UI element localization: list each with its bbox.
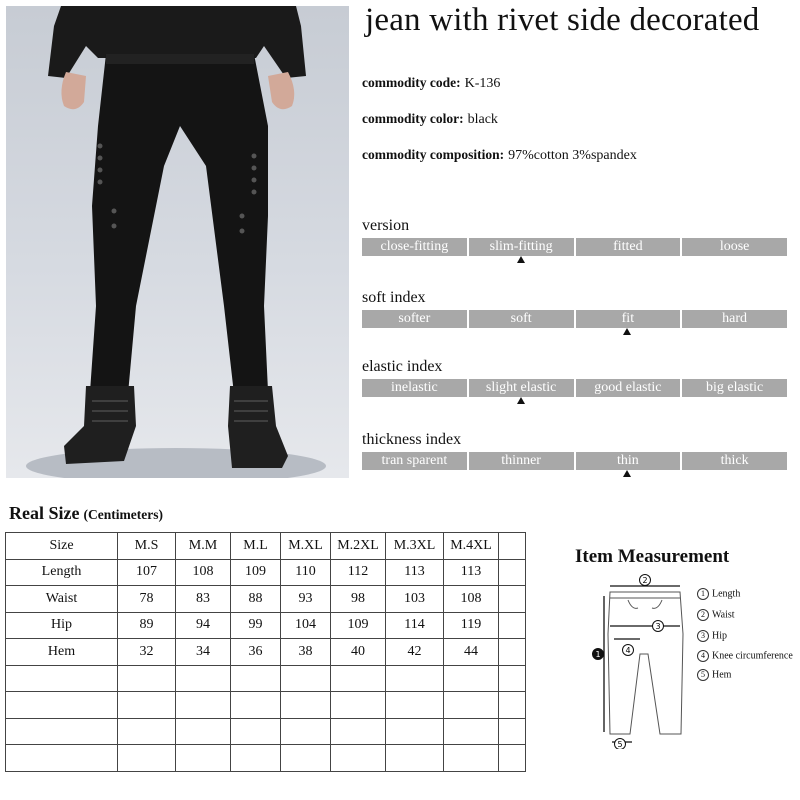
size-table-header-row <box>6 533 526 560</box>
size-table-header-cell: M.S <box>118 533 176 560</box>
size-table-cell <box>499 586 526 613</box>
size-table-cell <box>499 718 526 745</box>
size-table-cell <box>118 665 176 692</box>
size-table-cell: 109 <box>331 612 386 639</box>
diagram-marker-2: 2 <box>642 576 648 585</box>
size-table-cell <box>386 665 444 692</box>
elastic-index-label: elastic index <box>362 358 443 375</box>
elastic-index-option: big elastic <box>682 379 787 397</box>
size-table-cell <box>176 745 231 772</box>
elastic-index-option: good elastic <box>576 379 681 397</box>
size-table-cell: 42 <box>386 639 444 666</box>
version-option: close-fitting <box>362 238 467 256</box>
size-table-cell: Hip <box>6 612 118 639</box>
size-table-cell <box>499 639 526 666</box>
size-table-cell <box>444 718 499 745</box>
size-table-header-cell: M.2XL <box>331 533 386 560</box>
soft-index-scale <box>362 310 787 328</box>
size-table-cell <box>444 665 499 692</box>
size-table-cell <box>386 718 444 745</box>
diagram-marker-3: 3 <box>655 622 661 631</box>
size-table-cell <box>499 612 526 639</box>
legend-item <box>697 669 731 681</box>
size-table-row <box>6 639 526 666</box>
soft-index-option: softer <box>362 310 467 328</box>
size-table-cell: 93 <box>281 586 331 613</box>
real-size-unit: (Centimeters) <box>83 507 163 522</box>
legend-text: Hip <box>712 630 727 642</box>
size-table-cell: 78 <box>118 586 176 613</box>
size-table-cell: 114 <box>386 612 444 639</box>
size-table-cell: 44 <box>444 639 499 666</box>
thickness-index-scale <box>362 452 787 470</box>
size-table-cell <box>499 745 526 772</box>
thickness-index-selected-marker <box>623 470 631 477</box>
version-label: version <box>362 217 410 234</box>
size-table-cell <box>281 718 331 745</box>
commodity-composition-label: commodity composition: <box>362 147 505 162</box>
size-table-row <box>6 612 526 639</box>
soft-index-option: soft <box>469 310 574 328</box>
size-table-cell <box>231 665 281 692</box>
soft-index-selected-marker <box>623 328 631 335</box>
size-table-cell <box>6 692 118 719</box>
version-option: fitted <box>576 238 681 256</box>
size-table-cell <box>6 665 118 692</box>
soft-index-label: soft index <box>362 289 426 306</box>
commodity-code-label: commodity code: <box>362 75 461 90</box>
size-table-row <box>6 718 526 745</box>
size-table-row <box>6 665 526 692</box>
thickness-index-option: thin <box>576 452 681 470</box>
soft-index-option: fit <box>576 310 681 328</box>
legend-number: 5 <box>697 669 709 681</box>
version-selected-marker <box>517 256 525 263</box>
size-table-cell: 107 <box>118 559 176 586</box>
size-table-cell <box>331 692 386 719</box>
size-table-cell <box>231 692 281 719</box>
legend-text: Length <box>712 588 741 600</box>
thickness-index-option: tran sparent <box>362 452 467 470</box>
size-table-cell: 103 <box>386 586 444 613</box>
legend-number: 3 <box>697 630 709 642</box>
size-table-cell: 113 <box>386 559 444 586</box>
product-photo <box>6 6 349 478</box>
legend-item <box>697 630 727 642</box>
size-table-cell: 38 <box>281 639 331 666</box>
soft-index-option: hard <box>682 310 787 328</box>
size-table-cell <box>386 692 444 719</box>
size-table-cell: 113 <box>444 559 499 586</box>
diagram-marker-1: 1 <box>595 650 601 659</box>
size-table-cell: 108 <box>176 559 231 586</box>
size-table-row <box>6 586 526 613</box>
size-table-cell <box>331 665 386 692</box>
legend-item <box>697 588 740 600</box>
size-table-cell <box>331 718 386 745</box>
legend-number: 4 <box>697 650 709 662</box>
size-table-cell: 99 <box>231 612 281 639</box>
commodity-code <box>362 75 500 92</box>
size-table-header-cell: M.4XL <box>444 533 499 560</box>
size-table-cell <box>281 665 331 692</box>
size-table-row <box>6 745 526 772</box>
size-table-cell: 119 <box>444 612 499 639</box>
size-table-cell <box>499 692 526 719</box>
commodity-color <box>362 111 498 128</box>
size-table-cell <box>281 692 331 719</box>
size-table-cell <box>6 745 118 772</box>
size-table-header-cell <box>499 533 526 560</box>
size-table-cell: 98 <box>331 586 386 613</box>
size-table-cell <box>444 692 499 719</box>
size-table-row <box>6 559 526 586</box>
size-table-cell: 104 <box>281 612 331 639</box>
commodity-composition <box>362 147 637 164</box>
pants-measurement-diagram <box>588 574 693 749</box>
elastic-index-scale <box>362 379 787 397</box>
size-table-cell <box>118 718 176 745</box>
size-table-row <box>6 692 526 719</box>
size-table-header-cell: M.XL <box>281 533 331 560</box>
legend-text: Knee circumference <box>712 650 793 662</box>
size-table-cell <box>231 718 281 745</box>
pants-model-illustration <box>6 6 349 478</box>
size-table-cell <box>281 745 331 772</box>
size-table-cell: 94 <box>176 612 231 639</box>
size-table <box>5 532 526 772</box>
commodity-color-label: commodity color: <box>362 111 464 126</box>
real-size-title: Real Size <box>9 503 80 523</box>
version-scale <box>362 238 787 256</box>
real-size-heading <box>9 503 163 524</box>
size-table-cell <box>176 665 231 692</box>
elastic-index-selected-marker <box>517 397 525 404</box>
commodity-color-value: black <box>467 112 498 127</box>
size-table-cell: 89 <box>118 612 176 639</box>
item-measurement-title: Item Measurement <box>575 546 730 567</box>
legend-number: 2 <box>697 609 709 621</box>
size-table-cell: 88 <box>231 586 281 613</box>
elastic-index-option: inelastic <box>362 379 467 397</box>
commodity-composition-value: 97%cotton 3%spandex <box>508 148 637 163</box>
size-table-cell: 36 <box>231 639 281 666</box>
version-option: slim-fitting <box>469 238 574 256</box>
legend-item <box>697 609 735 621</box>
size-table-cell <box>499 559 526 586</box>
version-option: loose <box>682 238 787 256</box>
size-table-cell: Hem <box>6 639 118 666</box>
thickness-index-label: thickness index <box>362 431 462 448</box>
size-table-header-cell: M.3XL <box>386 533 444 560</box>
size-table-header-cell: M.M <box>176 533 231 560</box>
size-table-header-cell: Size <box>6 533 118 560</box>
size-table-cell <box>118 692 176 719</box>
size-table-cell: Length <box>6 559 118 586</box>
size-table-cell: 109 <box>231 559 281 586</box>
size-table-cell <box>444 745 499 772</box>
size-table-cell: 34 <box>176 639 231 666</box>
size-table-cell <box>499 665 526 692</box>
size-table-cell <box>331 745 386 772</box>
thickness-index-option: thinner <box>469 452 574 470</box>
product-title: jean with rivet side decorated <box>365 2 760 38</box>
size-table-cell: 110 <box>281 559 331 586</box>
thickness-index-option: thick <box>682 452 787 470</box>
elastic-index-option: slight elastic <box>469 379 574 397</box>
size-table-cell <box>231 745 281 772</box>
size-table-cell: Waist <box>6 586 118 613</box>
size-table-cell: 32 <box>118 639 176 666</box>
size-table-cell <box>118 745 176 772</box>
legend-item <box>697 650 793 662</box>
diagram-marker-5: 5 <box>617 740 623 749</box>
size-table-cell <box>176 692 231 719</box>
size-table-cell <box>386 745 444 772</box>
size-table-cell: 112 <box>331 559 386 586</box>
legend-number: 1 <box>697 588 709 600</box>
legend-text: Hem <box>712 669 732 681</box>
size-table-cell <box>176 718 231 745</box>
size-table-cell <box>6 718 118 745</box>
commodity-code-value: K-136 <box>464 76 501 91</box>
legend-text: Waist <box>712 609 735 621</box>
size-table-header-cell: M.L <box>231 533 281 560</box>
size-table-cell: 83 <box>176 586 231 613</box>
size-table-cell: 40 <box>331 639 386 666</box>
size-table-cell: 108 <box>444 586 499 613</box>
diagram-marker-4: 4 <box>625 646 631 655</box>
